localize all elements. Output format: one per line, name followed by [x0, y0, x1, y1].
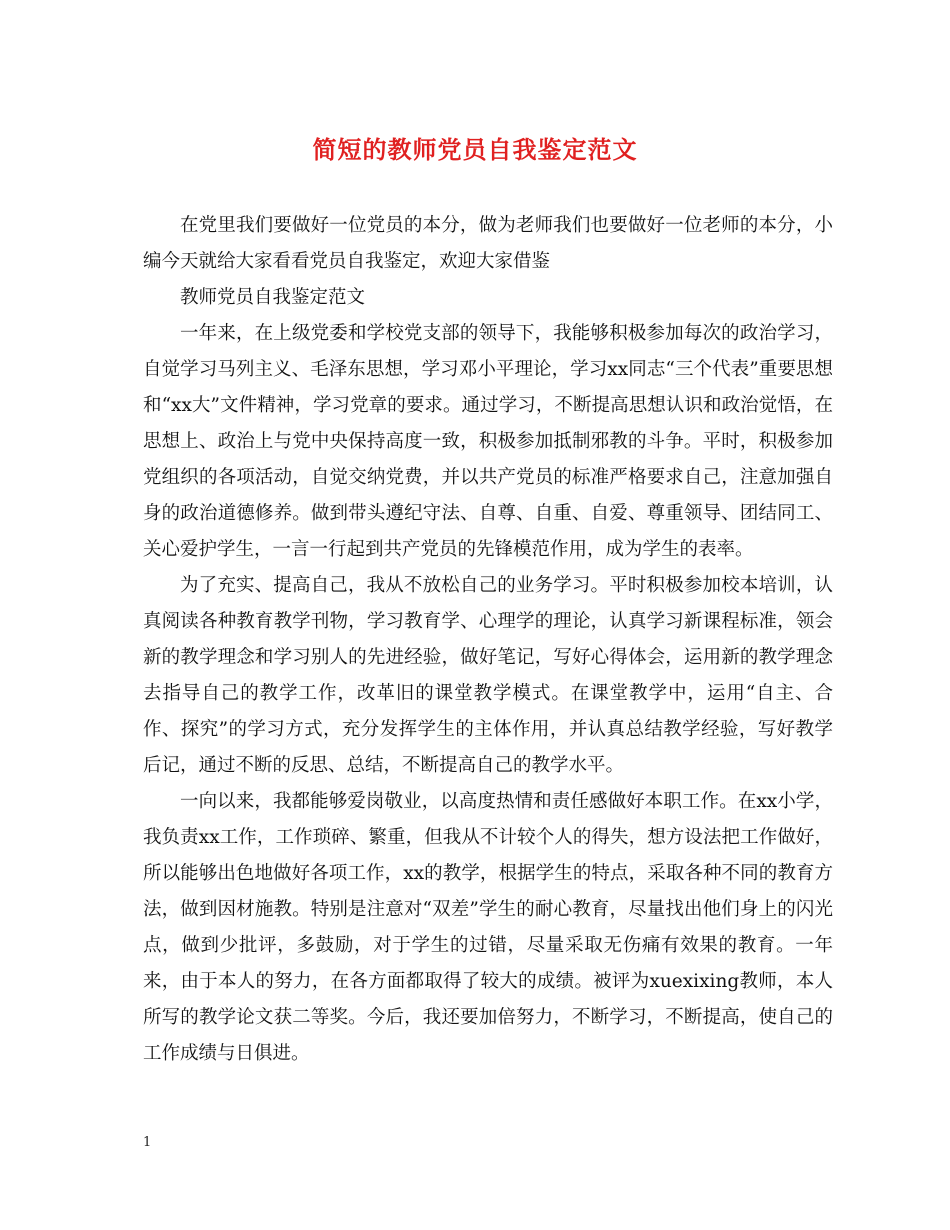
document-body — [143, 208, 833, 1072]
section-heading: 教师党员自我鉴定范文 — [180, 287, 366, 308]
body-paragraph-work-performance: 一向以来，我都能够爱岗敬业，以高度热情和责任感做好本职工作。在xx小学，我负责xx工作，工作琐碎、繁重，但我从不计较个人的得失，想方设法把工作做好，所以能够出色地做好各项工作，xx的教学，根据学生的特点，采取各种不同的教育方法，做到因材施教。特别是注意对“双差”学生的耐心教育，尽量找出他们身上的闪光点，做到少批评，多鼓励，对于学生的过错，尽量采取无伤痛有效果的教育。一年来，由于本人的努力，在各方面都取得了较大的成绩。被评为xuexixing教师，本人所写的教学论文获二等奖。今后，我还要加倍努力，不断学习，不断提高，使自己的工作成绩与日俱进。 — [143, 791, 833, 1064]
body-paragraph-political-study: 一年来，在上级党委和学校党支部的领导下，我能够积极参加每次的政治学习，自觉学习马列主义、毛泽东思想，学习邓小平理论，学习xx同志“三个代表”重要思想和“xx大”文件精神，学习党章的要求。通过学习，不断提高思想认识和政治觉悟，在思想上、政治上与党中央保持高度一致，积极参加抵制邪教的斗争。平时，积极参加党组织的各项活动，自觉交纳党费，并以共产党员的标准严格要求自己，注意加强自身的政治道德修养。做到带头遵纪守法、自尊、自重、自爱、尊重领导、团结同工、关心爱护学生，一言一行起到共产党员的先锋模范作用，成为学生的表率。 — [143, 323, 833, 560]
document-title: 简短的教师党员自我鉴定范文 — [312, 135, 638, 164]
page-number: 1 — [143, 1135, 152, 1150]
body-paragraph-professional-study: 为了充实、提高自己，我从不放松自己的业务学习。平时积极参加校本培训，认真阅读各种教育教学刊物，学习教育学、心理学的理论，认真学习新课程标准，领会新的教学理念和学习别人的先进经验，做好笔记，写好心得体会，运用新的教学理念去指导自己的教学工作，改革旧的课堂教学模式。在课堂教学中，运用“自主、合作、探究”的学习方式，充分发挥学生的主体作用，并认真总结教学经验，写好教学后记，通过不断的反思、总结，不断提高自己的教学水平。 — [143, 575, 833, 776]
intro-paragraph: 在党里我们要做好一位党员的本分，做为老师我们也要做好一位老师的本分，小编今天就给大家看看党员自我鉴定，欢迎大家借鉴 — [143, 215, 833, 272]
